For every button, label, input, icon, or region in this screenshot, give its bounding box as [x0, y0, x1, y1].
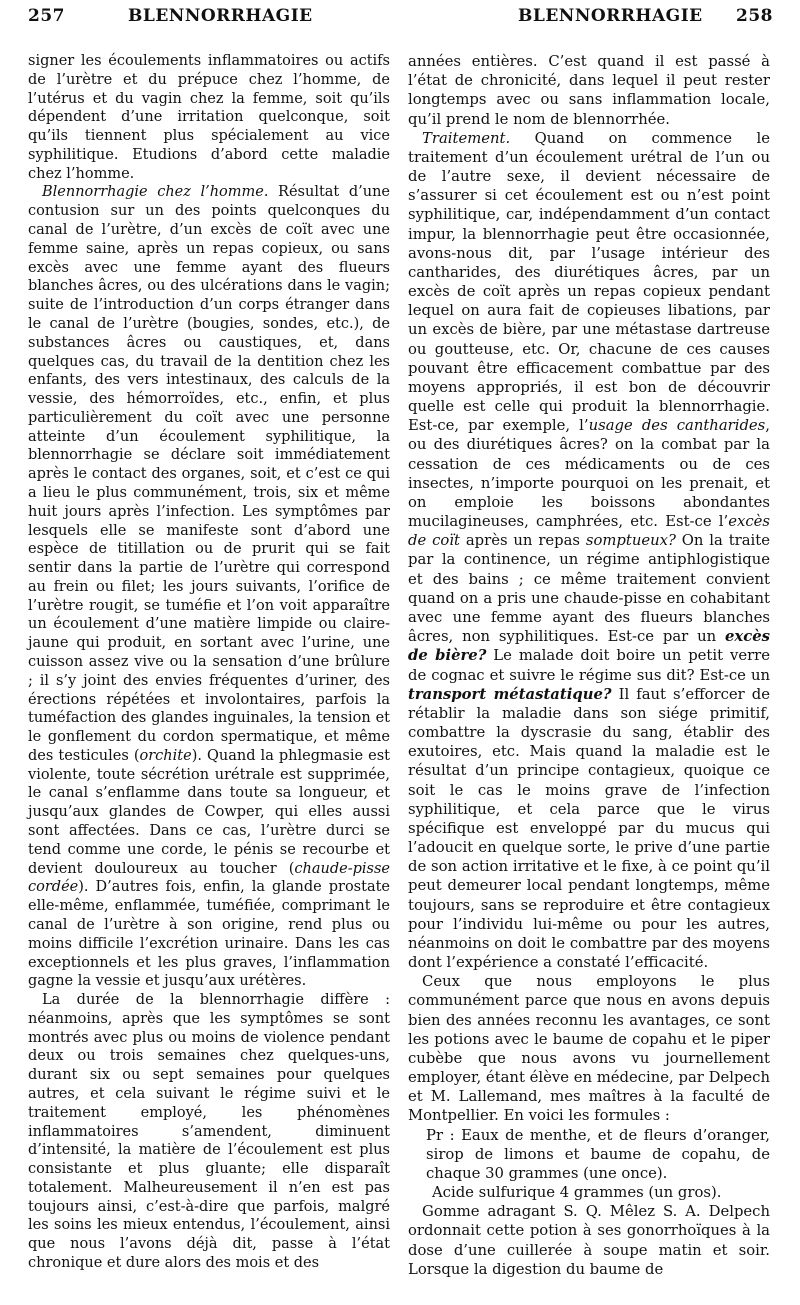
running-header: [0, 4, 800, 34]
paragraph-gomme: Gomme adragant S. Q. Mêlez S. A. Delpech ordonnait cette potion à ses gonorrhoïques à la dose d’une cuillerée à soupe matin et soir. Lorsque la digestion du baume de: [408, 1203, 770, 1278]
paragraph: signer les écoulements inflammatoires ou actifs de l’urètre et du prépuce chez l’homme, de l’utérus et du vagin chez la femme, soit qu’ils dépendent d’une irritation quelconque, soit qu’ils tiennent plus spécialement au vice syphilitique. Etudions d’abord cette maladie chez l’homme.: [28, 53, 390, 182]
section-heading: Blennorrhagie chez l’homme.: [42, 184, 269, 201]
paragraph-potions: Ceux que nous employons le plus communément parce que nous en avons depuis bien des années reconnu les avantages, ce sont les potions avec le baume de copahu et le piper cubèbe que nous avons vu journellement employer, étant élève en médecine, par Delpech et M. Lallemand, mes maîtres à la faculté de Montpellier. En voici les formules :: [408, 973, 770, 1125]
formula-prescription: Pr : Eaux de menthe, et de fleurs d’oranger, sirop de limons et baume de copahu, de chaque 30 grammes (une once).: [426, 1126, 770, 1182]
right-column: [408, 52, 770, 1279]
left-page-number: 257: [28, 6, 65, 26]
right-page-number: 258: [736, 6, 773, 26]
formula-acide: Acide sulfurique 4 grammes (un gros).: [432, 1184, 722, 1202]
section-heading: Traitement.: [422, 129, 511, 147]
paragraph-traitement: Traitement. Quand on commence le traitement d’un écoulement urétral de l’un ou de l’autre sexe, il devient nécessaire de s’assurer si cet écoulement est ou n’est point syphilitique, car, indépendamment d’un contact impur, la blennorrhagie peut être occasionnée, avons-nous dit, par l’usage intérieur des cantharides, des diurétiques âcres, par un excès de coït après un repas copieux pendant lequel on aura fait de copieuses libations, par un excès de bière, par une métastase dartreuse ou goutteuse, etc. Or, chacune de ces causes pouvant être efficacement combattue par des moyens appropriés, il est bon de découvrir quelle est celle qui produit la blennorrhagie. Est-ce, par exemple, l’usage des cantharides, ou des diurétiques âcres? on la combat par la cessation de ces médicaments ou de ces insectes, n’importe pourquoi on les prenait, et on emploie les boissons abondantes mucilagineuses, camphrées, etc. Est-ce l’excès de coït après un repas somptueux? On la traite par la continence, un régime antiphlogistique et des bains ; ce même traitement convient quand on a pris une chaude-pisse en cohabitant avec une femme ayant des flueurs blanches âcres, non syphilitiques. Est-ce par un excès de bière? Le malade doit boire un petit verre de cognac et suivre le régime sus dit? Est-ce un transport métastatique? Il faut s’efforcer de rétablir la maladie dans son siége primitif, combattre la dyscrasie du sang, établir des exutoires, etc. Mais quand la maladie est le résultat d’un principe contagieux, quoique ce soit le cas le moins grave de l’infection syphilitique, et cela parce que le virus spécifique est enveloppé par du mucus qui l’adoucit en quelque sorte, le prive d’une partie de son action irritative et le fixe, à ce point qu’il peut demeurer local pendant longtemps, même toujours, sans se reproduire et être contagieux pour l’individu lui-même ou pour les autres, néanmoins on doit le combattre par des moyens dont l’expérience a constaté l’efficacité.: [408, 129, 770, 972]
right-running-title: BLENNORRHAGIE: [518, 6, 703, 26]
paragraph-blennorrhagie-homme: Blennorrhagie chez l’homme. Résultat d’une contusion sur un des points quelconques du canal de l’urètre, d’un excès de coït avec une femme saine, après un repas copieux, ou sans excès avec une femme ayant des flueurs blanches âcres, ou des ulcérations dans le vagin; suite de l’introduction d’un corps étranger dans le canal de l’urètre (bougies, sondes, etc.), de substances âcres ou caustiques, et, dans quelques cas, du travail de la dentition chez les enfants, des vers intestinaux, des calculs de la vessie, des hémorroïdes, etc., enfin, et plus particulièrement du coït avec une personne atteinte d’un écoulement syphilitique, la blennorrhagie se déclare soit immédiatement après le contact des organes, soit, et c’est ce qui a lieu le plus communément, trois, six et même huit jours après l’infection. Les symptômes par lesquels elle se manifeste sont d’abord une espèce de titillation ou de prurit qui se fait sentir dans la partie de l’urètre qui correspond au frein ou filet; les jours suivants, l’orifice de l’urètre rougit, se tuméfie et l’on voit apparaître un écoulement d’une matière limpide ou claire-jaune qui produit, en sortant avec l’urine, une cuisson assez vive ou la sensation d’une brûlure ; il s’y joint des envies fréquentes d’uriner, des érections répétées et involontaires, parfois la tuméfaction des glandes inguinales, la tension et le gonflement du cordon spermatique, et même des testicules (orchite). Quand la phlegmasie est violente, toute sécrétion urétrale est supprimée, le canal s’enflamme dans toute sa longueur, et jusqu’aux glandes de Cowper, qui elles aussi sont affectées. Dans ce cas, l’urètre durci se tend comme une corde, le pénis se recourbe et devient douloureux au toucher (chaude-pisse cordée). D’autres fois, enfin, la glande prostate elle-même, enflammée, tuméfiée, comprimant le canal de l’urètre à son origine, rend plus ou moins difficile l’excrétion urinaire. Dans les cas exceptionnels et les plus graves, l’inflammation gagne la vessie et jusqu’aux urétères.: [28, 184, 390, 990]
paragraph: années entières. C’est quand il est passé à l’état de chronicité, dans lequel il peut rester longtemps avec ou sans inflammation locale, qu’il prend le nom de blennorrhée.: [408, 53, 770, 128]
left-column: [28, 52, 390, 1273]
paragraph-duree: La durée de la blennorrhagie diffère : néanmoins, après que les symptômes se sont montrés avec plus ou moins de violence pendant deux ou trois semaines chez quelques-uns, durant six ou sept semaines pour quelques autres, et cela suivant le régime suivi et le traitement employé, les phénomènes inflammatoires s’amendent, diminuent d’intensité, la matière de l’écoulement est plus consistante et plus gluante; elle disparaît totalement. Malheureusement il n’en est pas toujours ainsi, c’est-à-dire que parfois, malgré les soins les mieux entendus, l’écoulement, ainsi que nous l’avons déjà dit, passe à l’état chronique et dure alors des mois et des: [28, 992, 390, 1271]
left-running-title: BLENNORRHAGIE: [128, 6, 313, 26]
